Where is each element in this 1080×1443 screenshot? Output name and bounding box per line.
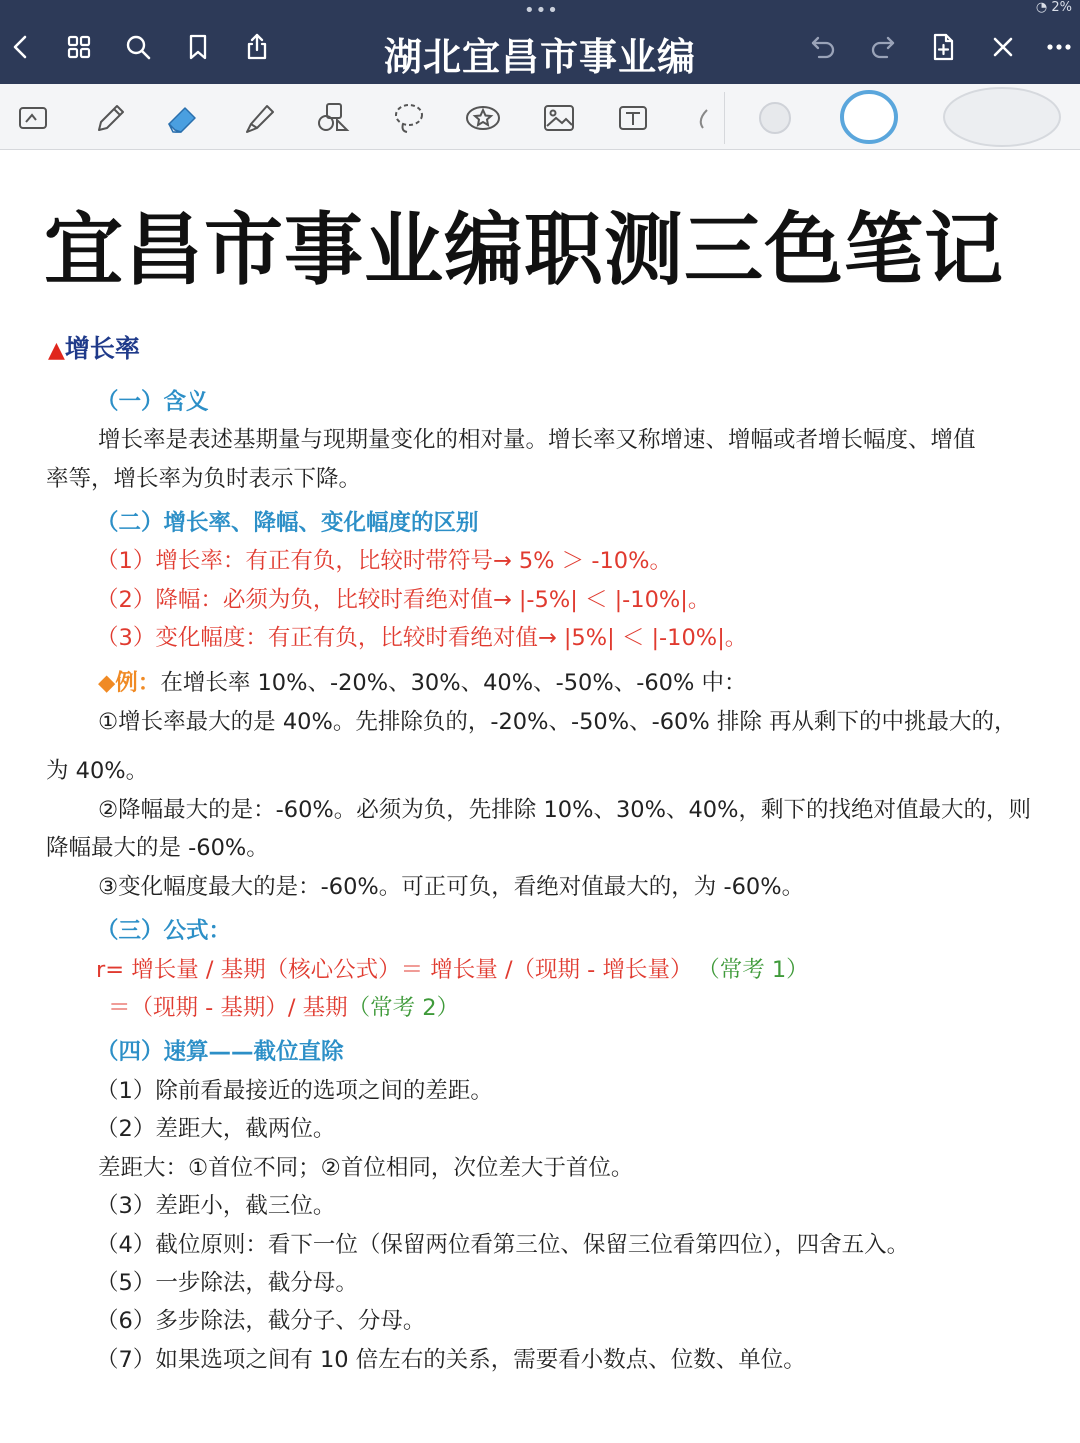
- triangle-marker-icon: ▲: [48, 338, 65, 363]
- subheading-quick-calc: （四）速算——截位直除: [96, 1039, 344, 1065]
- redo-icon[interactable]: [866, 30, 900, 64]
- formula-tag: （常考 2）: [347, 995, 460, 1021]
- stroke-preview[interactable]: [940, 86, 1064, 148]
- list-item: 差距大：①首位不同；②首位相同，次位差大于首位。: [98, 1155, 634, 1181]
- color-swatch-selected[interactable]: [838, 88, 900, 146]
- subheading-formula: （三）公式：: [96, 918, 232, 944]
- example-answer: ③变化幅度最大的是：-60%。可正可负，看绝对值最大的，为 -60%。: [98, 874, 805, 900]
- subheading-difference: （二）增长率、降幅、变化幅度的区别: [96, 510, 479, 536]
- example-text: 在增长率 10%、-20%、30%、40%、-50%、-60% 中：: [160, 670, 747, 696]
- list-item: （7）如果选项之间有 10 倍左右的关系，需要看小数点、位数、单位。: [96, 1347, 806, 1373]
- list-item: （4）截位原则：看下一位（保留两位看第三位、保留三位看第四位），四舍五入。: [96, 1232, 910, 1258]
- list-item: （5）一步除法，截分母。: [96, 1270, 358, 1296]
- list-item: （1）除前看最接近的选项之间的差距。: [96, 1078, 493, 1104]
- more-icon[interactable]: [1042, 30, 1076, 64]
- top-navigation-bar: [0, 0, 1080, 84]
- example-line: [98, 668, 747, 698]
- formula-tag: （常考 1）: [708, 957, 809, 983]
- drawing-toolbar: [0, 84, 1080, 150]
- pen-icon[interactable]: [86, 96, 132, 140]
- example-answer: 为 40%。: [46, 758, 149, 784]
- sticker-icon[interactable]: [460, 96, 506, 140]
- paragraph-line: 率等，增长率为负时表示下降。: [46, 466, 362, 492]
- undo-icon[interactable]: [806, 30, 840, 64]
- list-item: （3）差距小，截三位。: [96, 1193, 336, 1219]
- add-page-icon[interactable]: [926, 30, 960, 64]
- list-item: （2）差距大，截两位。: [96, 1116, 336, 1142]
- paragraph-line: 增长率是表述基期量与现期量变化的相对量。增长率又称增速、增幅或者增长幅度、增值: [98, 427, 976, 453]
- close-icon[interactable]: [986, 30, 1020, 64]
- multitask-dots[interactable]: •••: [524, 0, 559, 21]
- eraser-icon[interactable]: [160, 96, 206, 140]
- note-title: 宜昌市事业编职测三色笔记: [44, 204, 1004, 296]
- subheading-meaning: （一）含义: [96, 389, 209, 415]
- formula-text: r= 增长量 / 基期（核心公式）＝ 增长量 /（现期 - 增长量）: [96, 957, 693, 983]
- formula-text: ＝（现期 - 基期）/ 基期: [108, 995, 348, 1021]
- battery-percent: 2%: [1051, 0, 1072, 15]
- example-answer: 降幅最大的是 -60%。: [46, 835, 269, 861]
- formula-line: [108, 993, 459, 1023]
- list-item: （6）多步除法，截分子、分母。: [96, 1308, 426, 1334]
- wifi-icon: ◔: [1035, 0, 1052, 15]
- example-answer: ②降幅最大的是：-60%。必须为负，先排除 10%、30%、40%，剩下的找绝对值最大的，则: [98, 797, 1031, 823]
- example-answer: ①增长率最大的是 40%。先排除负的，-20%、-50%、-60% 排除 再从剩下的中挑最大的，: [98, 709, 1017, 735]
- highlighter-icon[interactable]: [236, 96, 282, 140]
- example-label: ◆例：: [98, 670, 161, 696]
- text-box-icon[interactable]: [610, 96, 656, 140]
- section-heading: [48, 334, 140, 366]
- shapes-icon[interactable]: [310, 96, 356, 140]
- rule-line: （1）增长率：有正有负，比较时带符号→ 5% ＞ -10%。: [96, 548, 672, 574]
- rule-line: （3）变化幅度：有正有负，比较时看绝对值→ |5%| ＜ |-10%|。: [96, 625, 748, 651]
- toolbar-divider: [724, 92, 725, 144]
- rule-line: （2）降幅：必须为负，比较时看绝对值→ |-5%| ＜ |-10%|。: [96, 587, 711, 613]
- document-title: 湖北宜昌市事业编: [383, 35, 696, 79]
- pointer-icon[interactable]: [682, 96, 728, 140]
- formula-line: [96, 955, 809, 985]
- color-swatch-gray[interactable]: [752, 96, 798, 140]
- lasso-icon[interactable]: [386, 96, 432, 140]
- read-mode-icon[interactable]: [10, 96, 56, 140]
- section-title: 增长率: [64, 334, 140, 363]
- battery-status: [1036, 0, 1072, 15]
- image-icon[interactable]: [536, 96, 582, 140]
